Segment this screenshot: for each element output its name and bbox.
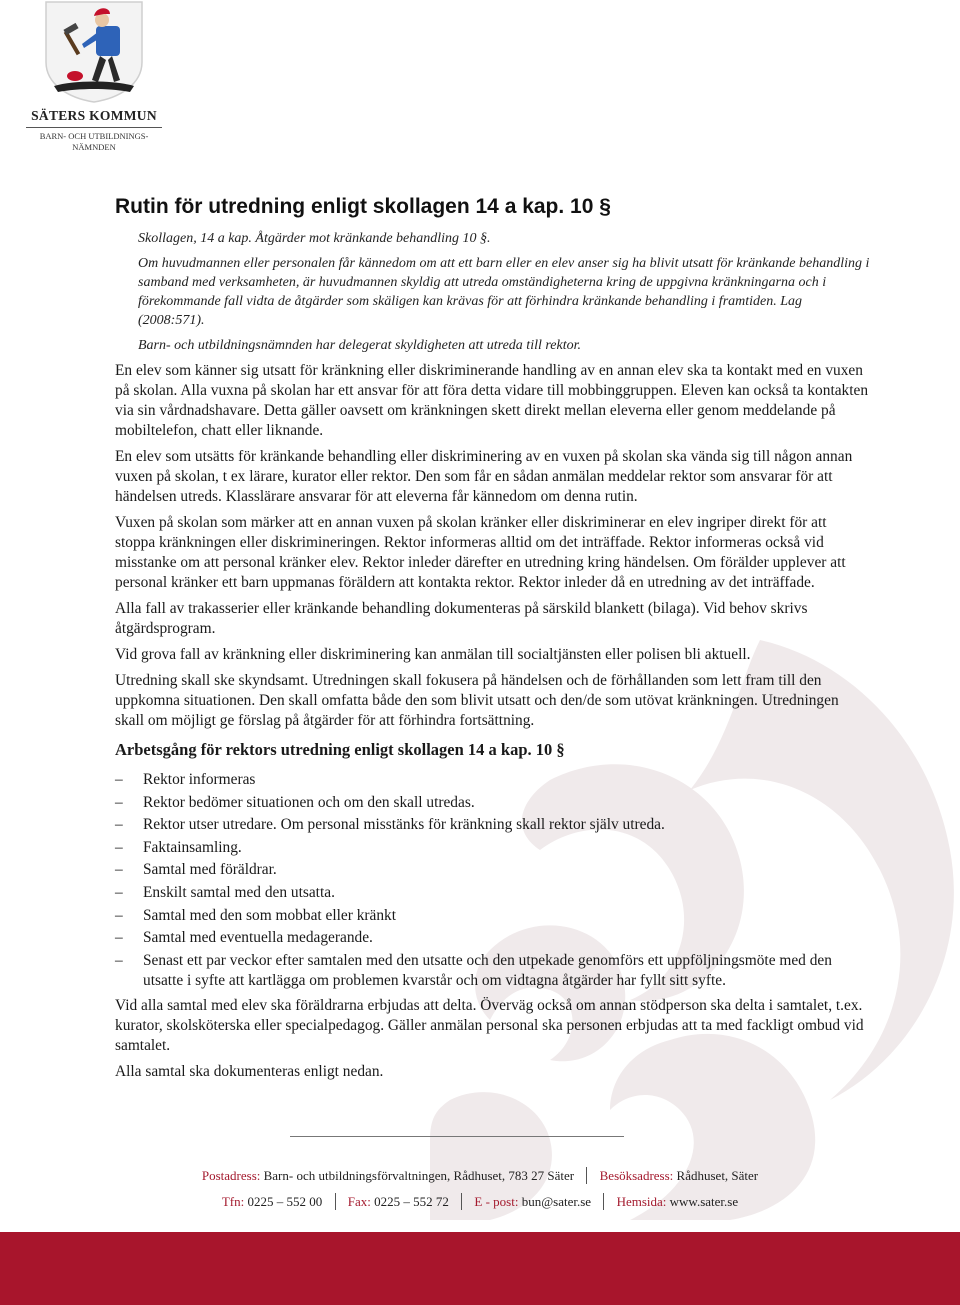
- dash-bullet-icon: –: [115, 906, 123, 924]
- law-heading: Skollagen, 14 a kap. Åtgärder mot kränkande behandling 10 §.: [138, 231, 491, 246]
- email-link[interactable]: bun@sater.se: [521, 1194, 592, 1209]
- list-item: – Faktainsamling.: [115, 838, 242, 856]
- dash-bullet-icon: –: [115, 861, 123, 879]
- footer-separator: [586, 1167, 587, 1184]
- list-item: – Rektor informeras: [115, 771, 256, 788]
- paragraph: Vuxen på skolan som märker att en annan vuxen på skolan kränker eller diskriminerar en elev ingriper direkt för att stoppa kränkningen eller diskrimineringen. Rektor informeras alltid om det inträffade. Rektor informeras också vid misstanke om att personal kränker elev. Rektor inleder därefter en utredning kring händelsen. Om förälder upplever att personal kränker ett barn uppmanas föräldern att kontakta rektor. Rektor inleder då en utredning av det inträffade.: [115, 514, 846, 591]
- list-item: – Samtal med eventuella medagerande.: [115, 929, 373, 947]
- footer-address-row: [0, 1167, 960, 1184]
- org-name: SÄTERS KOMMUN: [31, 108, 157, 123]
- delegation-note: Barn- och utbildningsnämnden har delegerat skyldigheten att utreda till rektor.: [138, 338, 582, 353]
- website-link[interactable]: www.sater.se: [669, 1194, 739, 1209]
- logo: [20, 0, 160, 160]
- footer-divider: [290, 1136, 624, 1137]
- list-item: – Rektor utser utredare. Om personal misstänks för kränkning skall rektor själv utreda.: [115, 816, 665, 834]
- dash-bullet-icon: –: [115, 838, 123, 856]
- dash-bullet-icon: –: [115, 816, 123, 834]
- paragraph: Utredning skall ske skyndsamt. Utredningen skall fokusera på händelsen och de förhållanden som lett fram till den uppkomna situationen. Den skall omfatta både den som blivit utsatt och den/de som utövat kränkningen. Utredningen skall om möjligt ge förslag på åtgärder för att förhindra fortsättning.: [115, 672, 839, 729]
- postal-value: Barn- och utbildningsförvaltningen, Rådhuset, 783 27 Säter: [263, 1168, 575, 1183]
- paragraph: Alla samtal ska dokumenteras enligt nedan.: [115, 1062, 384, 1080]
- paragraphs: [115, 361, 870, 731]
- paragraph: Vid grova fall av kränkning eller diskriminering kan anmälan till socialtjänsten eller polisen bli aktuell.: [115, 646, 751, 663]
- org-subname: BARN- OCH UTBILDNINGS- NÄMNDEN: [39, 131, 149, 152]
- document-title: Rutin för utredning enligt skollagen 14 a kap. 10 §: [115, 195, 611, 218]
- dash-bullet-icon: –: [115, 951, 123, 969]
- postal-label: Postadress:: [201, 1168, 261, 1183]
- footer-contact-row: [0, 1193, 960, 1210]
- web-label: Hemsida:: [616, 1194, 667, 1209]
- visit-label: Besöksadress:: [599, 1168, 674, 1183]
- list-item: – Rektor bedömer situationen och om den skall utredas.: [115, 793, 475, 811]
- list-item: – Enskilt samtal med den utsatta.: [115, 883, 335, 901]
- list-item: – Samtal med föräldrar.: [115, 861, 277, 879]
- logo-divider: [26, 127, 162, 128]
- list-item: – Senast ett par veckor efter samtalen med den utsatte och den utpekade genomförs ett uppföljningsmöte med den utsatte i syfte att kartlägga om problemen kvarstår och om vidtagna åtgärder har fyllt sitt syfte.: [115, 951, 832, 989]
- law-text: Om huvudmannen eller personalen får kännedom om att ett barn eller en elev anser sig ha blivit utsatt för kränkande behandling i samband med verksamheten, är huvudmannen skyldig att utreda omständigheterna kring de uppgivna kränkningarna och i förekommande fall vidta de åtgärder som skäligen kan krävas för att förhindra kränkande behandling i framtiden. Lag (2008:571).: [138, 256, 870, 328]
- paragraph: En elev som känner sig utsatt för kränkning eller diskriminerande handling av en annan elev ska ta kontakt med en vuxen på skolan. Alla vuxna på skolan har ett ansvar för att föra detta vidare till mobbinggruppen. Eleven kan också ta kontakten via sin vårdnadshavare. Detta gäller oavsett om kränkningen skett direkt mellan eleverna eller genom meddelande på mobiltelefon, chatt eller liknande.: [115, 362, 869, 439]
- footer-separator: [335, 1193, 336, 1210]
- paragraph: Alla fall av trakasserier eller kränkande behandling dokumenteras på särskild blankett (bilaga). Vid behov skrivs åtgärdsprogram.: [115, 600, 808, 637]
- footer-separator: [461, 1193, 462, 1210]
- email-label: E - post:: [474, 1194, 519, 1209]
- footer-separator: [603, 1193, 604, 1210]
- fax-label: Fax:: [347, 1194, 371, 1209]
- phone-value: 0225 – 552 00: [247, 1194, 323, 1209]
- coat-of-arms-icon: [44, 0, 144, 104]
- visit-value: Rådhuset, Säter: [676, 1168, 759, 1183]
- dash-bullet-icon: –: [115, 771, 123, 788]
- dash-bullet-icon: –: [115, 883, 123, 901]
- paragraph: En elev som utsätts för kränkande behandling eller diskriminering av en vuxen på skolan ska vända sig till någon annan vuxen på skolan, t ex lärare, kurator eller rektor. Den som får en sådan anmälan meddelar rektor som ansvarar för att händelsen utreds. Klasslärare ansvarar för att eleverna får kännedom om denna rutin.: [115, 448, 853, 505]
- paragraph: Vid alla samtal med elev ska föräldrarna erbjudas att delta. Överväg också om annan stödperson ska delta i samtalet, t.ex. kurator, skolsköterska eller specialpedagog. Gäller anmälan personal ska personen erbjudas att ta med fackligt ombud vid samtalet.: [115, 996, 864, 1054]
- dash-bullet-icon: –: [115, 929, 123, 947]
- phone-label: Tfn:: [221, 1194, 245, 1209]
- closing: [115, 996, 870, 1082]
- section-heading: Arbetsgång för rektors utredning enligt skollagen 14 a kap. 10 §: [115, 740, 565, 759]
- dash-bullet-icon: –: [115, 793, 123, 811]
- law-quote: [138, 229, 870, 355]
- list-item: – Samtal med den som mobbat eller kränkt: [115, 906, 397, 924]
- steps-list: [115, 770, 870, 991]
- document-body: [115, 195, 870, 1088]
- footer-color-band: [0, 1232, 960, 1305]
- fax-value: 0225 – 552 72: [374, 1194, 449, 1209]
